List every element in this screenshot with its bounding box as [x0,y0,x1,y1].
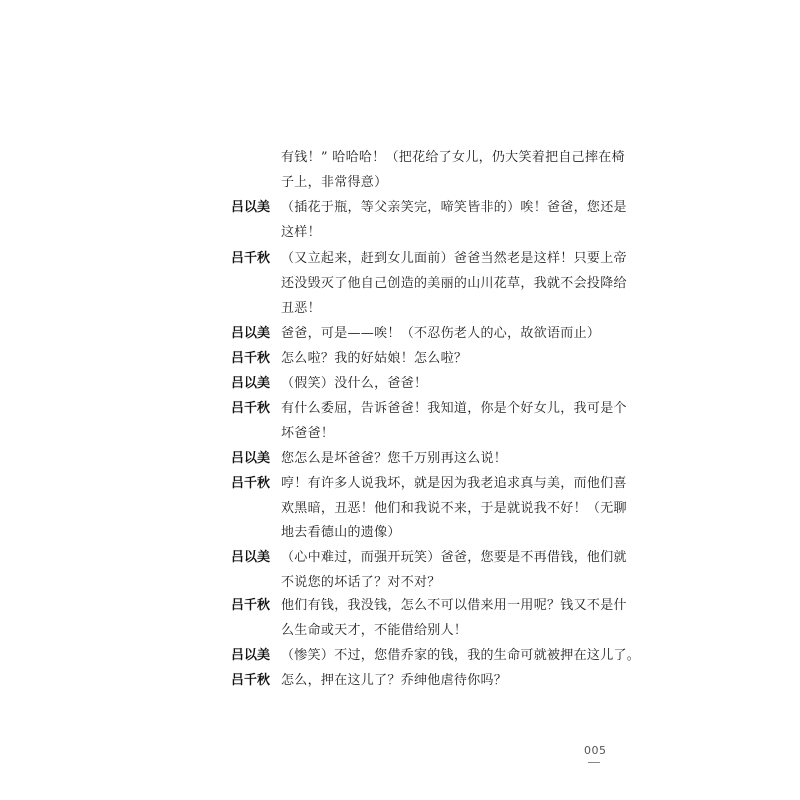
script-line [0,521,800,545]
speaker-name: 吕以美 [231,326,271,341]
script-line [0,397,800,421]
line-text: （插花于瓶，等父亲笑完，啼笑皆非的）唉！爸爸，您还是 [281,200,627,215]
line-text: 怎么啦？我的好姑娘！怎么啦？ [281,351,468,366]
speaker-name: 吕以美 [231,550,271,565]
script-line [0,196,800,220]
page-number-rule [588,762,600,763]
script-line [0,546,800,570]
line-text: 这样！ [281,225,321,240]
line-text: 哼！有许多人说我坏，就是因为我老追求真与美，而他们喜 [281,476,627,491]
line-text: 怎么，押在这儿了？乔绅他虐待你吗？ [281,673,508,688]
line-text: 不说您的坏话了？对不对？ [281,575,441,590]
script-line [0,447,800,471]
speaker-name: 吕千秋 [231,598,271,613]
script-line [0,669,800,693]
line-text: 子上，非常得意） [281,175,388,190]
speaker-name: 吕以美 [231,451,271,466]
script-line [0,571,800,595]
line-text: 他们有钱，我没钱，怎么不可以借来用一用呢？钱又不是什 [281,598,627,613]
script-line [0,422,800,446]
script-line [0,594,800,618]
script-line [0,272,800,296]
line-text: 爸爸，可是——唉！（不忍伤老人的心，故欲语而止） [281,326,601,341]
line-text: 还没毁灭了他自己创造的美丽的山川花草，我就不会投降给 [281,276,627,291]
page-number: 005 [584,744,607,757]
line-text: （心中难过，而强开玩笑）爸爸，您要是不再借钱，他们就 [281,550,627,565]
speaker-name: 吕以美 [231,376,271,391]
script-line [0,247,800,271]
script-line [0,619,800,643]
line-text: 么生命或天才，不能借给别人！ [281,623,468,638]
line-text: 丑恶！ [281,301,321,316]
script-line [0,644,800,668]
script-line [0,372,800,396]
line-text: 有钱！” 哈哈哈！（把花给了女儿，仍大笑着把自己摔在椅 [281,150,625,165]
script-line [0,146,800,170]
line-text: 有什么委屈，告诉爸爸！我知道，你是个好女儿，我可是个 [281,401,627,416]
line-text: 坏爸爸！ [281,426,335,441]
script-line [0,221,800,245]
speaker-name: 吕千秋 [231,401,271,416]
line-text: 地去看德山的遗像） [281,525,401,540]
line-text: 欢黑暗，丑恶！他们和我说不来，于是就说我不好！（无聊 [281,501,627,516]
script-line [0,472,800,496]
speaker-name: 吕千秋 [231,251,271,266]
script-line [0,497,800,521]
line-text: （惨笑）不过，您借乔家的钱，我的生命可就被押在这儿了。 [281,648,641,663]
script-line [0,322,800,346]
line-text: （又立起来，赶到女儿面前）爸爸当然老是这样！只要上帝 [281,251,627,266]
speaker-name: 吕以美 [231,200,271,215]
script-line [0,347,800,371]
speaker-name: 吕千秋 [231,351,271,366]
script-line [0,297,800,321]
script-line [0,171,800,195]
speaker-name: 吕以美 [231,648,271,663]
line-text: （假笑）没什么，爸爸！ [281,376,428,391]
speaker-name: 吕千秋 [231,673,271,688]
line-text: 您怎么是坏爸爸？您千万别再这么说！ [281,451,508,466]
speaker-name: 吕千秋 [231,476,271,491]
